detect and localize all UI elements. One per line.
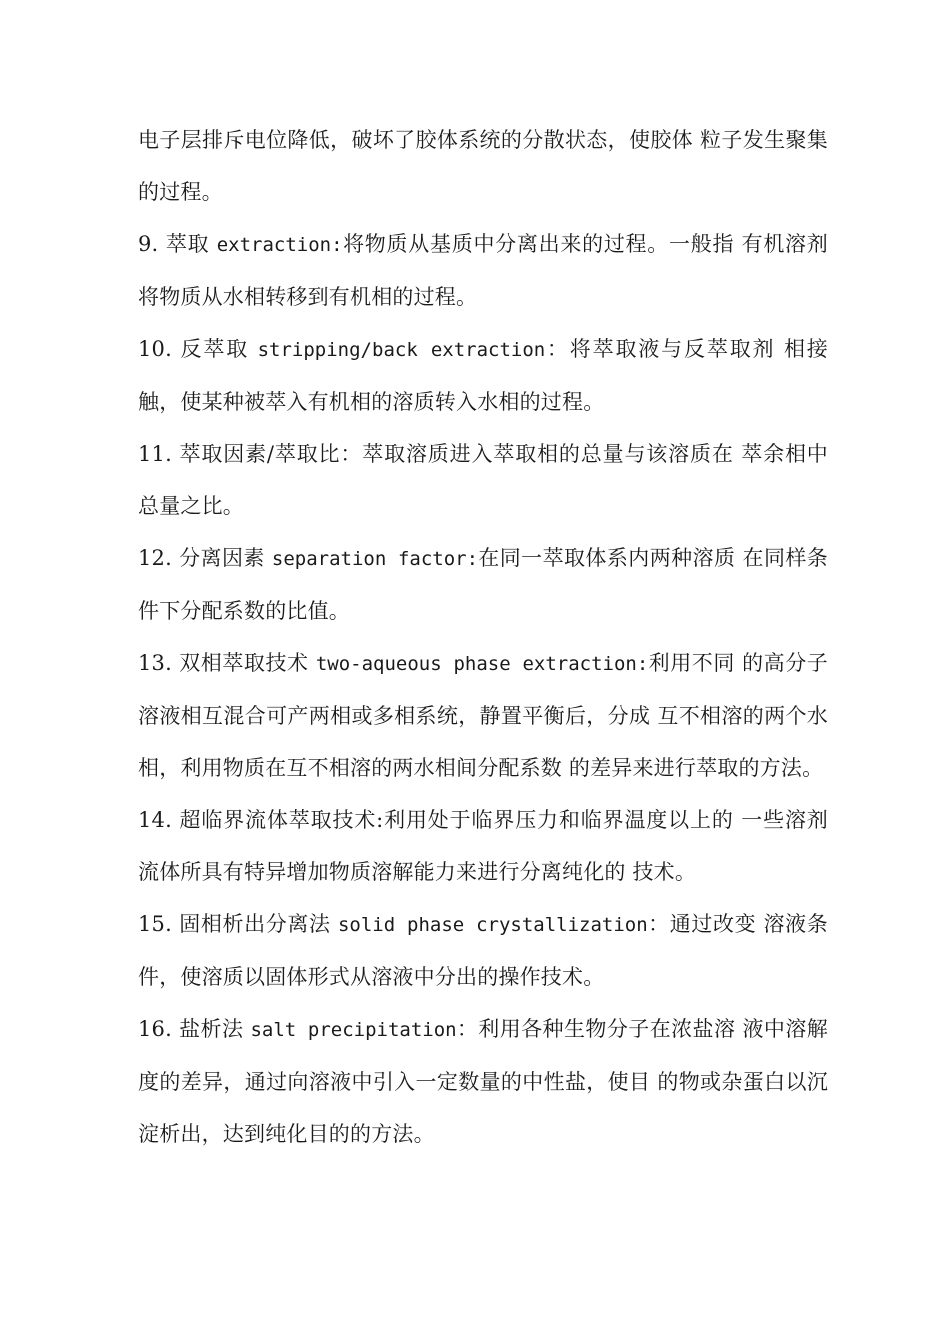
paragraph-item-10 xyxy=(138,323,828,428)
paragraph-item-9 xyxy=(138,218,828,323)
item-number-and-term: 10. 反萃取 xyxy=(138,337,258,361)
definition-text: ：通过改变 溶液条件，使溶质以固体形式从溶液中分出的操作技术。 xyxy=(138,912,828,989)
paragraph-continued xyxy=(138,114,828,218)
english-term: solid phase crystallization xyxy=(337,914,648,936)
item-number-and-term: 15. 固相析出分离法 xyxy=(138,912,338,936)
item-number-and-term: 16. 盐析法 xyxy=(138,1017,251,1041)
paragraph-item-13 xyxy=(138,637,828,794)
english-term: salt precipitation xyxy=(250,1019,457,1041)
paragraph-item-11 xyxy=(138,428,828,532)
definition-text: 将物质从基质中分离出来的过程。一般指 有机溶剂将物质从水相转移到有机相的过程。 xyxy=(138,232,828,309)
paragraph-item-12 xyxy=(138,532,828,637)
definition-text: ：利用各种生物分子在浓盐溶 液中溶解度的差异，通过向溶液中引入一定数量的中性盐，使目 的物或杂蛋白以沉淀析出，达到纯化目的的方法。 xyxy=(138,1017,828,1146)
item-number-and-term: 12. 分离因素 xyxy=(138,546,272,570)
definition-text: 利用不同 的高分子溶液相互混合可产两相或多相系统，静置平衡后，分成 互不相溶的两个水相，利用物质在互不相溶的两水相间分配系数 的差异来进行萃取的方法。 xyxy=(138,651,828,780)
item-number-and-term: 13. 双相萃取技术 xyxy=(138,651,316,675)
english-term: extraction: xyxy=(216,234,343,256)
definition-text: ：将萃取液与反萃取剂 相接触，使某种被萃入有机相的溶质转入水相的过程。 xyxy=(138,337,828,414)
document-body xyxy=(138,114,828,1160)
definition-text: 在同一萃取体系内两种溶质 在同样条件下分配系数的比值。 xyxy=(138,546,828,623)
paragraph-text: 电子层排斥电位降低，破坏了胶体系统的分散状态，使胶体 粒子发生聚集的过程。 xyxy=(138,128,828,204)
item-number-and-term: 9. 萃取 xyxy=(138,232,217,256)
paragraph-item-16 xyxy=(138,1003,828,1160)
english-term: stripping/back extraction xyxy=(257,339,546,361)
paragraph-item-15 xyxy=(138,898,828,1003)
definition-text: 14. 超临界流体萃取技术:利用处于临界压力和临界温度以上的 一些溶剂流体所具有特异增加物质溶解能力来进行分离纯化的 技术。 xyxy=(138,808,828,884)
definition-text: 11. 萃取因素/萃取比：萃取溶质进入萃取相的总量与该溶质在 萃余相中总量之比。 xyxy=(138,442,828,518)
english-term: two-aqueous phase extraction: xyxy=(315,653,649,675)
english-term: separation factor: xyxy=(271,548,479,570)
paragraph-item-14 xyxy=(138,794,828,898)
